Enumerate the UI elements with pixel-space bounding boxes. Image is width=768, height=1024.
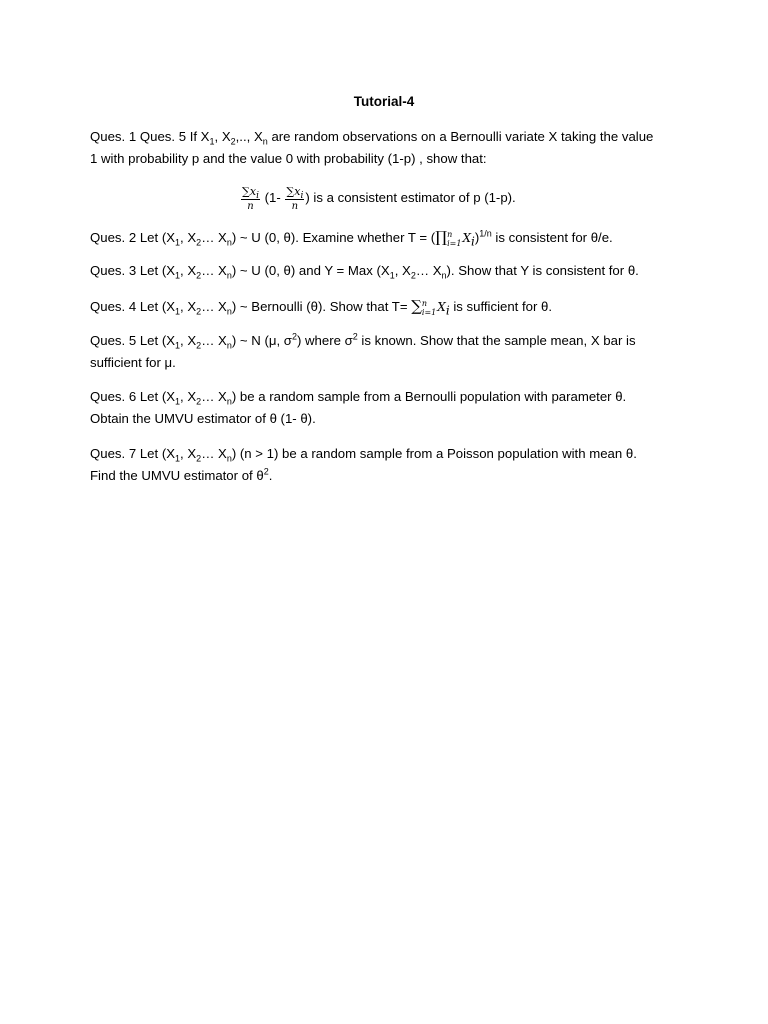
q5-text: Ques. 5 Let (X: [90, 333, 176, 348]
q3-sub: 2: [196, 270, 202, 281]
q2-sub: n: [226, 237, 232, 248]
formula-fraction-1: [241, 185, 260, 213]
sub-i: i: [256, 190, 259, 201]
q7-sub: 2: [196, 453, 202, 464]
formula-text: (1-: [260, 190, 285, 205]
q4-text: ) ~ Bernoulli (θ). Show that T=: [231, 299, 412, 314]
q7-sub: 1: [175, 453, 181, 464]
q4-text: is sufficient for θ.: [449, 299, 553, 314]
q1-sub: 1: [209, 136, 215, 147]
fraction-denominator: n: [247, 200, 254, 212]
question-6-line-1: [90, 386, 690, 408]
q7-sub: n: [226, 453, 232, 464]
question-5-line-2: sufficient for μ.: [90, 355, 176, 370]
question-1-line-1: [90, 126, 690, 148]
q3-text: ) ~ U (0, θ) and Y = Max (X: [231, 263, 390, 278]
fraction-denominator: n: [291, 200, 299, 212]
q5-text: ) ~ N (μ, σ: [231, 333, 292, 348]
question-5-line-1: [90, 330, 690, 352]
q5-sup: 2: [291, 331, 297, 342]
q4-text: … X: [201, 299, 227, 314]
fraction-numerator: [241, 185, 260, 200]
q5-sub: n: [226, 340, 232, 351]
q3-sub: n: [441, 270, 447, 281]
q7-text: Ques. 7 Let (X: [90, 446, 176, 461]
formula-text: ) is a consistent estimator of p (1-p).: [305, 190, 516, 205]
q4-sub: 1: [175, 306, 181, 317]
question-4: [90, 295, 690, 318]
x-i: X: [437, 300, 446, 314]
q7-text: … X: [201, 446, 227, 461]
q3-sub: 2: [410, 270, 416, 281]
q3-sub: 1: [175, 270, 181, 281]
question-6-line-2: Obtain the UMVU estimator of θ (1- θ).: [90, 411, 316, 426]
q2-sub: 1: [175, 237, 181, 248]
q6-sub: 2: [196, 396, 202, 407]
q5-text: , X: [180, 333, 197, 348]
q2-text: ): [474, 230, 480, 245]
q4-text: , X: [180, 299, 197, 314]
q1-sub: n: [262, 136, 268, 147]
formula-fraction-2: [285, 185, 304, 213]
sub-i: i: [471, 234, 475, 249]
q5-text: ) where σ: [296, 333, 353, 348]
sub-i: i: [300, 190, 304, 201]
q4-sub: 2: [196, 306, 202, 317]
q2-text: … X: [201, 230, 227, 245]
q3-text: ). Show that Y is consistent for θ.: [446, 263, 639, 278]
sum-symbol: ∑: [411, 297, 422, 315]
q4-sub: n: [226, 306, 232, 317]
q1-text: , X: [214, 129, 231, 144]
sum-limits: [422, 299, 436, 317]
q6-sub: 1: [175, 396, 181, 407]
q3-text: … X: [201, 263, 227, 278]
q2-text: is consistent for θ/e.: [491, 230, 613, 245]
q1-text: are random observations on a Bernoulli variate X taking the value: [267, 129, 654, 144]
fraction-numerator: [285, 185, 304, 200]
sum-x: ∑x: [286, 184, 301, 198]
product-symbol: ∏: [435, 228, 448, 246]
q7-sup: 2: [263, 466, 269, 477]
q3-text: , X: [180, 263, 197, 278]
question-3: [90, 260, 690, 282]
q7-text: Find the UMVU estimator of θ: [90, 468, 264, 483]
question-7-line-1: [90, 443, 690, 465]
question-7-line-2: [90, 465, 690, 487]
upper-limit: n: [447, 229, 453, 239]
q6-text: Ques. 6 Let (X: [90, 389, 176, 404]
q1-text: ,.., X: [235, 129, 263, 144]
q6-text: , X: [180, 389, 197, 404]
question-2: [90, 226, 690, 249]
q3-sub: 1: [389, 270, 395, 281]
q5-sub: 1: [175, 340, 181, 351]
q3-sub: n: [226, 270, 232, 281]
q7-text: , X: [180, 446, 197, 461]
q7-text: .: [268, 468, 273, 483]
q6-sub: n: [226, 396, 232, 407]
x-i: X: [462, 231, 471, 245]
q2-text: ) ~ U (0, θ). Examine whether T = (: [231, 230, 436, 245]
q2-text: Ques. 2 Let (X: [90, 230, 176, 245]
q5-sub: 2: [196, 340, 202, 351]
sub-i: i: [445, 303, 450, 318]
q1-sub: 2: [230, 136, 236, 147]
product-limits: [447, 230, 461, 248]
question-1-formula: [240, 180, 768, 216]
q3-text: , X: [394, 263, 411, 278]
q3-text: … X: [415, 263, 442, 278]
q7-text: ) (n > 1) be a random sample from a Poisson population with mean θ.: [231, 446, 637, 461]
q2-sub: 2: [196, 237, 202, 248]
q6-text: ) be a random sample from a Bernoulli population with parameter θ.: [231, 389, 627, 404]
q1-text: Ques. 1 Ques. 5 If X: [90, 129, 210, 144]
q5-text: … X: [201, 333, 227, 348]
upper-limit: n: [421, 298, 428, 308]
question-1-line-2: 1 with probability p and the value 0 with probability (1-p) , show that:: [90, 151, 487, 166]
q5-text: is known. Show that the sample mean, X bar is: [357, 333, 636, 348]
q3-text: Ques. 3 Let (X: [90, 263, 176, 278]
power-1-over-n: 1/n: [479, 228, 492, 239]
q6-text: … X: [201, 389, 227, 404]
lower-limit: i=1: [447, 238, 462, 248]
q4-text: Ques. 4 Let (X: [90, 299, 176, 314]
q2-text: , X: [180, 230, 197, 245]
sum-x: ∑x: [242, 184, 257, 198]
page-title: Tutorial-4: [353, 94, 415, 109]
q5-sup: 2: [352, 331, 358, 342]
lower-limit: i=1: [421, 307, 437, 317]
